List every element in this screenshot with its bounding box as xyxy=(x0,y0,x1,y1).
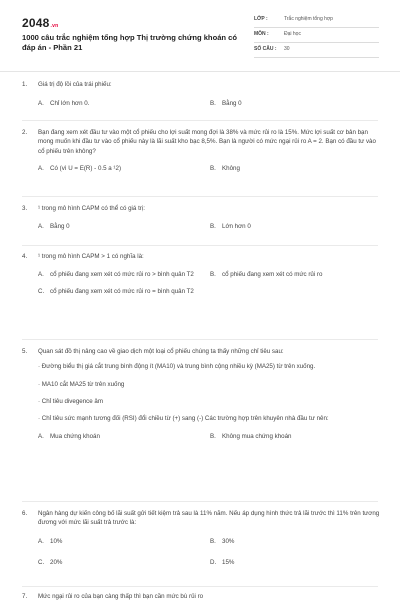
option-letter: B. xyxy=(210,223,216,231)
question-number: 7. xyxy=(22,593,28,600)
question-note: · Đường biểu thị giá cắt trung bình động ít (MA10) và trung bình cộng nhiều kỳ (MA25) từ trên xuống. xyxy=(38,363,316,371)
divider xyxy=(22,245,378,246)
option-text: Bằng 0 xyxy=(222,100,242,108)
divider xyxy=(22,339,378,340)
divider xyxy=(22,196,378,197)
meta-label: SỐ CÂU : xyxy=(254,46,277,53)
option-letter: A. xyxy=(38,271,44,279)
divider xyxy=(22,586,378,587)
option-b[interactable] xyxy=(210,537,382,546)
question-note: · Chỉ tiêu divegence âm xyxy=(38,397,104,405)
question-4 xyxy=(22,252,382,303)
document-title: 1000 câu trắc nghiệm tổng hợp Thị trường chứng khoán có đáp án - Phần 21 xyxy=(22,33,238,53)
option-text: 30% xyxy=(222,537,235,545)
option-letter: C. xyxy=(38,558,45,566)
option-letter: B. xyxy=(210,433,216,441)
option-letter: A. xyxy=(38,100,44,108)
meta-value: Trắc nghiệm tổng hợp xyxy=(284,16,333,23)
question-number: 2. xyxy=(22,129,28,136)
option-letter: A. xyxy=(38,433,44,441)
question-note: · Chỉ tiêu sức mạnh tương đối (RSI) đổi chiều từ (+) sang (-) Các trường hợp trên khuyên nhà đầu tư nên: xyxy=(38,415,329,423)
option-letter: A. xyxy=(38,164,44,172)
option-text: Có (vì U = E(R) - 0.5 a ¹2) xyxy=(50,164,121,172)
option-a[interactable] xyxy=(38,270,202,279)
option-letter: A. xyxy=(38,223,44,231)
option-letter: C. xyxy=(38,287,45,295)
option-letter: B. xyxy=(210,164,216,172)
question-5 xyxy=(22,347,382,449)
option-letter: B. xyxy=(210,271,216,279)
option-text: cổ phiếu đang xem xét có mức rủi ro > bình quân T2 xyxy=(50,271,194,279)
question-6 xyxy=(22,509,382,574)
question-note: · MA10 cắt MA25 từ trên xuống xyxy=(38,380,125,388)
question-2 xyxy=(22,128,382,180)
option-text: Mua chứng khoán xyxy=(50,433,100,441)
option-text: cổ phiếu đang xem xét có mức rủi ro = bình quân T2 xyxy=(50,287,194,295)
option-a[interactable] xyxy=(38,432,210,441)
document-meta xyxy=(254,13,379,58)
option-text: 20% xyxy=(50,558,63,566)
option-b[interactable] xyxy=(210,99,382,108)
question-text: Ngân hàng dự kiến công bố lãi suất gửi tiết kiệm trả sau là 11% năm. Nếu áp dụng hình thức trả lãi trước thì 11% trên tương đương với mức lãi suất trả trước là: xyxy=(38,510,380,527)
option-text: Không mua chứng khoán xyxy=(222,433,292,441)
option-a[interactable] xyxy=(38,99,210,108)
question-3 xyxy=(22,204,382,239)
option-letter: A. xyxy=(38,537,44,545)
option-text: Lớn hơn 0 xyxy=(222,223,251,231)
option-letter: D. xyxy=(210,558,217,566)
option-d[interactable] xyxy=(210,558,382,567)
question-text: ¹ trong mô hình CAPM có thể có giá trị: xyxy=(38,205,145,212)
option-text: cổ phiếu đang xem xét có mức rủi ro xyxy=(222,271,323,279)
option-text: 15% xyxy=(222,558,235,566)
option-b[interactable] xyxy=(210,222,382,231)
meta-value: Đại học xyxy=(284,31,301,38)
meta-label: MÔN : xyxy=(254,31,269,38)
question-text: Quan sát đồ thị nâng cao về giao dịch một loại cổ phiếu chúng ta thấy những chỉ tiêu sau: xyxy=(38,348,284,355)
meta-row-subject xyxy=(254,28,379,43)
option-text: Bằng 0 xyxy=(50,223,70,231)
divider xyxy=(22,120,378,121)
option-b[interactable] xyxy=(210,164,382,173)
option-b[interactable] xyxy=(210,432,382,441)
option-b[interactable] xyxy=(210,270,382,279)
question-text: ¹ trong mô hình CAPM > 1 có nghĩa là: xyxy=(38,253,144,260)
question-text: Giá trị độ lồi của trái phiếu: xyxy=(38,81,112,88)
option-a[interactable] xyxy=(38,222,210,231)
option-c[interactable] xyxy=(38,287,202,296)
meta-value: 30 xyxy=(284,46,290,53)
question-1 xyxy=(22,80,382,116)
option-letter: B. xyxy=(210,537,216,545)
question-text: Bạn đang xem xét đầu tư vào một cổ phiếu cho lợi suất mong đợi là 38% và mức rủi ro là 15%. Mức lợi suất cơ bản bạn mong muốn khi đầu tư vào cổ phiếu này là lãi suất kho bạc 8,5%. Bạn là người có mức ngại rủi ro A = 2. Bạn có đầu tư vào cổ phiếu trên không? xyxy=(38,129,376,155)
option-a[interactable] xyxy=(38,537,210,546)
site-logo[interactable]: 2048.vn xyxy=(22,16,59,30)
question-number: 3. xyxy=(22,205,28,212)
option-a[interactable] xyxy=(38,164,210,173)
option-text: Không xyxy=(222,164,240,172)
question-number: 5. xyxy=(22,348,28,355)
question-number: 6. xyxy=(22,510,28,517)
divider xyxy=(22,501,378,502)
option-letter: B. xyxy=(210,100,216,108)
question-text: Mức ngại rủi ro của bạn càng thấp thì bạn cần mức bù rủi ro xyxy=(38,593,204,600)
option-text: 10% xyxy=(50,537,63,545)
question-number: 4. xyxy=(22,253,28,260)
question-7 xyxy=(22,592,382,600)
meta-row-count xyxy=(254,43,379,58)
question-number: 1. xyxy=(22,81,28,88)
document-header xyxy=(0,0,400,72)
option-c[interactable] xyxy=(38,558,210,567)
meta-label: LỚP : xyxy=(254,16,268,23)
option-text: Chỉ lớn hơn 0. xyxy=(50,100,90,108)
meta-row-class xyxy=(254,13,379,28)
